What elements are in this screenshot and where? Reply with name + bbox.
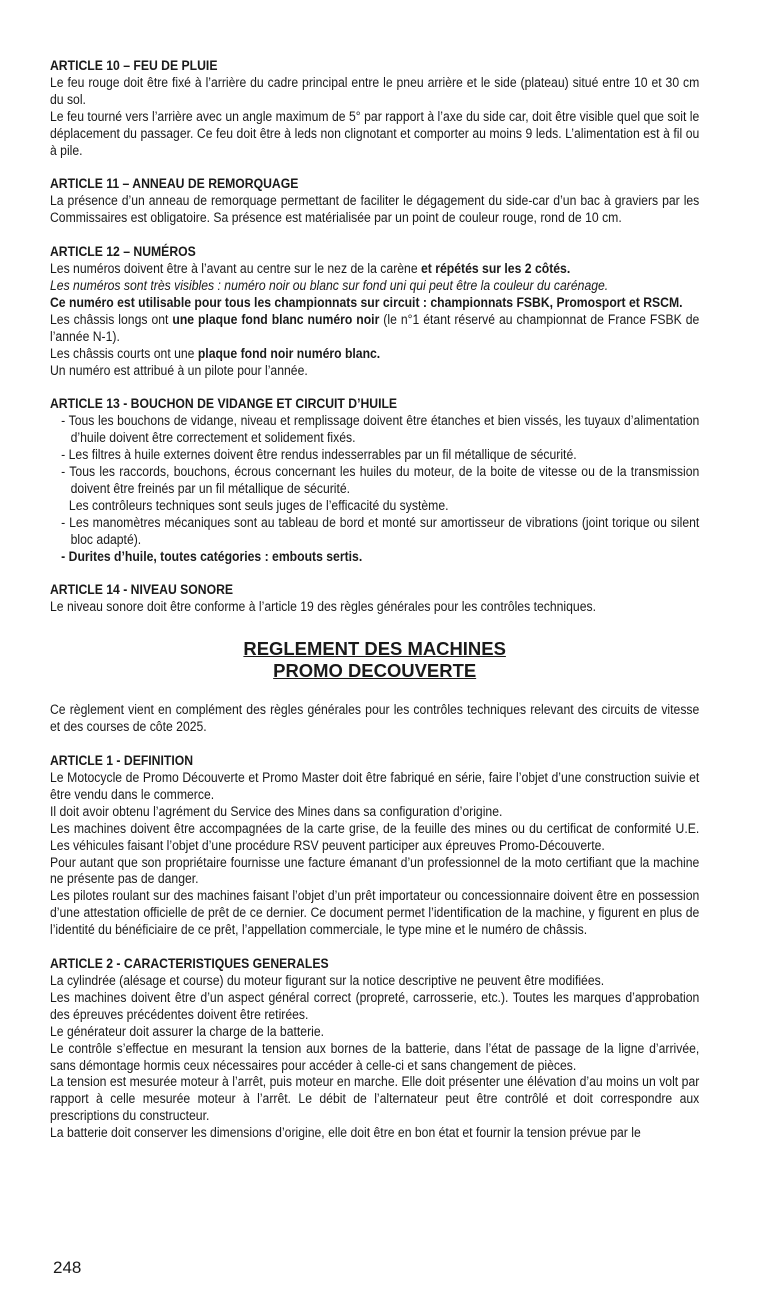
article-heading: ARTICLE 1 - DEFINITION <box>50 753 194 770</box>
italic-paragraph: Les numéros sont très visibles : numéro noir ou blanc sur fond uni qui peut être la couleur du carénage. <box>50 277 609 294</box>
section-title <box>0 638 751 682</box>
article-heading: ARTICLE 10 – FEU DE PLUIE <box>50 58 218 74</box>
text-run: Les châssis longs ont <box>50 311 173 328</box>
paragraph: Le feu rouge doit être fixé à l’arrière du cadre principal entre le pneu arrière et le side (plateau) situé entre 10 et 30 cm du sol. <box>50 74 700 108</box>
list-item: - Les filtres à huile externes doivent être rendus indesserrables par un fil métallique de sécurité. <box>61 447 577 464</box>
paragraph: Ce règlement vient en complément des règles générales pour les contrôles techniques relevant des circuits de vitesse et des courses de côte 2025. <box>50 702 700 736</box>
bold-text-run: une plaque fond blanc numéro noir <box>172 311 380 328</box>
bold-text-run: et répétés sur les 2 côtés. <box>421 261 571 278</box>
paragraph: Il doit avoir obtenu l’agrément du Service des Mines dans sa configuration d’origine. <box>50 803 503 820</box>
article-heading: ARTICLE 11 – ANNEAU DE REMORQUAGE <box>50 176 299 193</box>
page-number: 248 <box>53 1258 82 1277</box>
paragraph: La tension est mesurée moteur à l’arrêt, puis moteur en marche. Elle doit présenter une élévation d’au moins un volt par rapport à celle mesurée moteur à l’arrêt. Le débit de l’alternateur peut être contrôlé et doit correspondre aux prescriptions du constructeur. <box>50 1074 700 1125</box>
note: Les contrôleurs techniques sont seuls juges de l’efficacité du système. <box>68 497 449 514</box>
bold-text-run: plaque fond noir numéro blanc. <box>197 345 381 362</box>
title-line: PROMO DECOUVERTE <box>273 660 477 682</box>
title-line: REGLEMENT DES MACHINES <box>243 638 506 660</box>
paragraph <box>50 312 699 346</box>
article-13 <box>50 396 699 565</box>
article-heading: ARTICLE 2 - CARACTERISTIQUES GENERALES <box>50 956 329 973</box>
article-heading: ARTICLE 14 - NIVEAU SONORE <box>50 582 234 599</box>
article-2 <box>50 956 699 1142</box>
article-14 <box>50 582 699 616</box>
list-item: - Tous les bouchons de vidange, niveau et remplissage doivent être étanches et bien vissés, les tuyaux d’alimentation d’huile doivent être correctement et solidement fixés. <box>61 413 700 447</box>
article-10 <box>50 58 699 159</box>
paragraph <box>50 261 699 278</box>
intro <box>50 702 699 736</box>
paragraph: Le contrôle s’effectue en mesurant la tension aux bornes de la batterie, dans l’état de passage de la ligne d’arrivée, sans démontage hormis ceux nécessaires pour accéder à celle-ci et sans changement de pièces. <box>50 1040 700 1074</box>
article-12 <box>50 244 699 379</box>
paragraph: La présence d’un anneau de remorquage permettant de faciliter le dégagement du side-car d’un bac à graviers par les Commissaires est obligatoire. Sa présence est matérialisée par un point de couleur rouge, rond de 10 cm. <box>50 193 700 227</box>
bold-paragraph: Ce numéro est utilisable pour tous les championnats sur circuit : championnats FSBK, Promosport et RSCM. <box>50 294 683 311</box>
list-item-bold: - Durites d’huile, toutes catégories : embouts sertis. <box>61 548 363 565</box>
paragraph: La batterie doit conserver les dimensions d’origine, elle doit être en bon état et fournir la tension prévue par le <box>50 1125 641 1142</box>
paragraph: Le Motocycle de Promo Découverte et Promo Master doit être fabriqué en série, faire l’objet d’une construction suivie et être vendu dans le commerce. <box>50 770 700 803</box>
list-item: - Tous les raccords, bouchons, écrous concernant les huiles du moteur, de la boite de vitesse ou de la transmission doivent être freinés par un fil métallique de sécurité. <box>61 464 700 497</box>
article-1 <box>50 753 699 939</box>
paragraph: Les machines doivent être accompagnées de la carte grise, de la feuille des mines ou du certificat de conformité U.E. Les véhicules faisant l’objet d’une procédure RSV peuvent participer aux épreuves Promo-Découverte. <box>50 820 700 854</box>
article-heading: ARTICLE 13 - BOUCHON DE VIDANGE ET CIRCUIT D’HUILE <box>50 396 398 413</box>
paragraph: Le générateur doit assurer la charge de la batterie. <box>50 1023 325 1040</box>
paragraph: Pour autant que son propriétaire fournisse une facture émanant d’un professionnel de la moto certifiant que la machine ne présente pas de danger. <box>50 854 700 888</box>
paragraph: Un numéro est attribué à un pilote pour l’année. <box>50 362 308 379</box>
paragraph: Les machines doivent être d’un aspect général correct (propreté, carrosserie, etc.). Toutes les marques d’approbation des épreuves précédentes doivent être retirées. <box>50 989 700 1023</box>
article-11 <box>50 176 699 227</box>
paragraph <box>50 346 699 363</box>
article-heading: ARTICLE 12 – NUMÉROS <box>50 244 196 261</box>
paragraph: Le niveau sonore doit être conforme à l’article 19 des règles générales pour les contrôles techniques. <box>50 599 596 616</box>
list-item: - Les manomètres mécaniques sont au tableau de bord et monté sur amortisseur de vibrations (joint torique ou silent bloc adapté). <box>61 514 700 548</box>
text-run: (le n°1 étant réservé au championnat de France FSBK de l’année N-1). <box>50 311 700 345</box>
paragraph: Les pilotes roulant sur des machines faisant l’objet d’un prêt importateur ou concessionnaire doivent être en possession d’une attestation officielle de prêt de ce dernier. Ce document permet l’identification de la machine, y figurent en plus de l’identité du bénéficiaire de ce prêt, l’appellation commerciale, le type mine et le numéro de châssis. <box>50 888 700 939</box>
text-run: Les numéros doivent être à l’avant au centre sur le nez de la carène <box>50 261 422 278</box>
paragraph: La cylindrée (alésage et course) du moteur figurant sur la notice descriptive ne peuvent être modifiées. <box>50 972 605 989</box>
document-page <box>50 58 699 1159</box>
text-run: Les châssis courts ont une <box>50 345 198 362</box>
paragraph: Le feu tourné vers l’arrière avec un angle maximum de 5° par rapport à l’axe du side car, doit être visible quel que soit le déplacement du passager. Ce feu doit être à leds non clignotant et comporter au moins 9 leds. L’alimentation est à fil ou à pile. <box>50 108 700 159</box>
